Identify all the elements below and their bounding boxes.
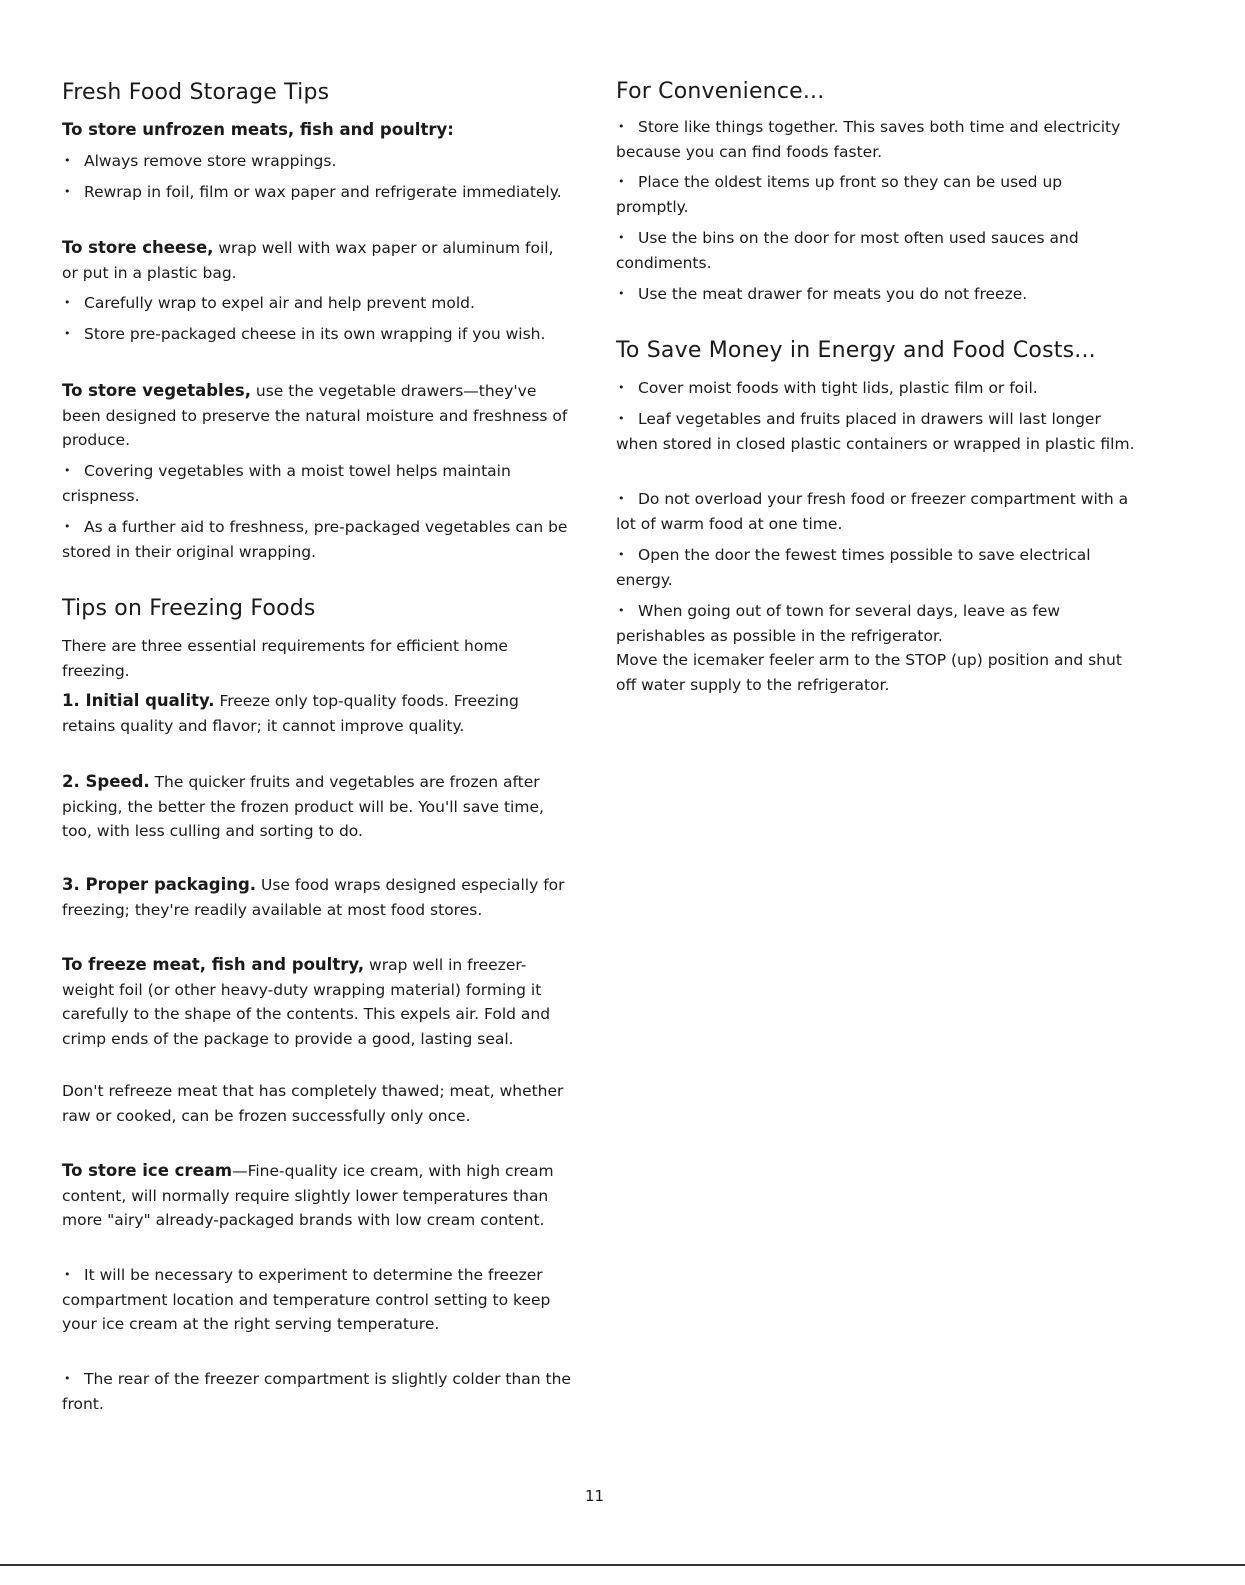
list-item: • Use the meat drawer for meats you do not freeze. xyxy=(616,282,1136,307)
subheading-ice-cream: To store ice cream xyxy=(62,1161,233,1180)
paragraph-initial-quality: 1. Initial quality. Freeze only top-quality foods. Freezing retains quality and flavor; it cannot improve quality. xyxy=(62,691,519,735)
subheading-proper-packaging: 3. Proper packaging. xyxy=(62,875,257,894)
paragraph-icemaker: Move the icemaker feeler arm to the STOP (up) position and shut off water supply to the refrigerator. xyxy=(616,651,1122,694)
list-item: • Store pre-packaged cheese in its own wrapping if you wish. xyxy=(62,322,572,347)
heading-save-money: To Save Money in Energy and Food Costs... xyxy=(616,338,1096,363)
list-item: • As a further aid to freshness, pre-packaged vegetables can be stored in their original wrapping. xyxy=(62,515,572,564)
page-number: 11 xyxy=(585,1487,605,1505)
paragraph-freeze-meat: To freeze meat, fish and poultry, wrap well in freezer-weight foil (or other heavy-duty wrapping material) forming it carefully to the shape of the contents. This expels air. Fold and crimp ends of the package to provide a good, lasting seal. xyxy=(62,955,551,1048)
list-item: • Cover moist foods with tight lids, plastic film or foil. xyxy=(616,376,1136,401)
subheading-store-cheese: To store cheese, xyxy=(62,238,214,257)
list-item: • When going out of town for several days, leave as few perishables as possible in the refrigerator. xyxy=(616,599,1136,648)
paragraph-three-requirements: There are three essential requirements for efficient home freezing. xyxy=(62,637,508,680)
subheading-unfrozen-meats: To store unfrozen meats, fish and poultry: xyxy=(62,120,454,139)
paragraph-store-cheese: To store cheese, wrap well with wax paper or aluminum foil, or put in a plastic bag. xyxy=(62,238,554,282)
list-item: • Leaf vegetables and fruits placed in drawers will last longer when stored in closed plastic containers or wrapped in plastic film. xyxy=(616,407,1136,456)
paragraph-speed: 2. Speed. The quicker fruits and vegetables are frozen after picking, the better the frozen product will be. You'll save time, too, with less culling and sorting to do. xyxy=(62,772,544,840)
list-item: • Do not overload your fresh food or freezer compartment with a lot of warm food at one time. xyxy=(616,487,1136,536)
list-item: • The rear of the freezer compartment is slightly colder than the front. xyxy=(62,1367,572,1416)
list-item: • It will be necessary to experiment to determine the freezer compartment location and temperature control setting to keep your ice cream at the right serving temperature. xyxy=(62,1263,572,1337)
section-unfrozen-meats xyxy=(62,118,572,143)
subheading-initial-quality: 1. Initial quality. xyxy=(62,691,215,710)
subheading-freeze-meat: To freeze meat, fish and poultry, xyxy=(62,955,365,974)
list-item: • Always remove store wrappings. xyxy=(62,149,572,174)
paragraph-ice-cream: To store ice cream—Fine-quality ice cream, with high cream content, will normally require slightly lower temperatures than more "airy" already-packaged brands with low cream content. xyxy=(62,1161,554,1229)
heading-fresh-food-storage-tips: Fresh Food Storage Tips xyxy=(62,80,330,105)
subheading-store-vegetables: To store vegetables, xyxy=(62,381,251,400)
bottom-rule xyxy=(0,1564,1245,1566)
paragraph-refreeze: Don't refreeze meat that has completely thawed; meat, whether raw or cooked, can be frozen successfully only once. xyxy=(62,1082,564,1125)
list-item: • Covering vegetables with a moist towel helps maintain crispness. xyxy=(62,459,572,508)
list-item: • Place the oldest items up front so they can be used up promptly. xyxy=(616,170,1136,219)
subheading-speed: 2. Speed. xyxy=(62,772,150,791)
paragraph-store-vegetables: To store vegetables, use the vegetable drawers—they've been designed to preserve the natural moisture and freshness of produce. xyxy=(62,381,568,449)
list-item: • Open the door the fewest times possible to save electrical energy. xyxy=(616,543,1136,592)
heading-tips-on-freezing-foods: Tips on Freezing Foods xyxy=(62,596,316,621)
heading-for-convenience: For Convenience... xyxy=(616,79,825,104)
list-item: • Rewrap in foil, film or wax paper and refrigerate immediately. xyxy=(62,180,572,205)
list-item: • Use the bins on the door for most often used sauces and condiments. xyxy=(616,226,1136,275)
list-item: • Store like things together. This saves both time and electricity because you can find foods faster. xyxy=(616,115,1136,164)
paragraph-proper-packaging: 3. Proper packaging. Use food wraps designed especially for freezing; they're readily available at most food stores. xyxy=(62,875,565,919)
list-item: • Carefully wrap to expel air and help prevent mold. xyxy=(62,291,572,316)
